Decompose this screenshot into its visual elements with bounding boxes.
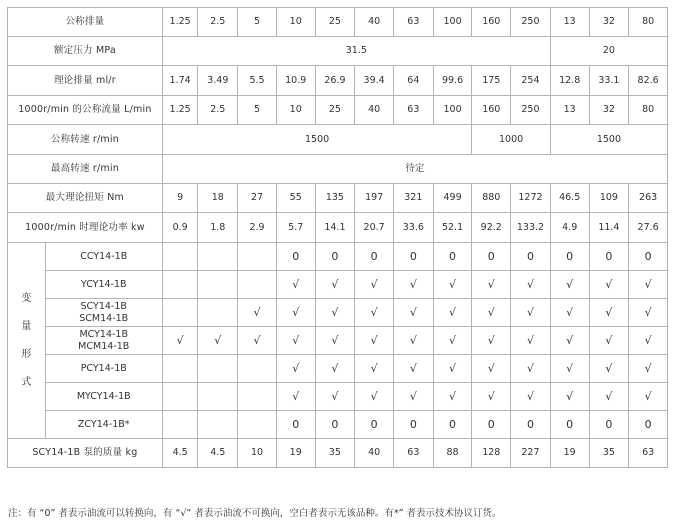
value-cell: 63: [393, 8, 433, 37]
value-cell: 4.5: [198, 439, 238, 468]
value-cell: 待定: [162, 155, 667, 184]
value-cell: 2.5: [198, 96, 238, 125]
mode-name-cell: [45, 271, 162, 299]
mark-cell: √: [550, 383, 589, 411]
mark-cell: [238, 271, 277, 299]
value-cell: 40: [355, 439, 394, 468]
value-cell: 46.5: [550, 184, 589, 213]
variable-mode-row: [8, 355, 668, 383]
mark-cell: √: [355, 271, 394, 299]
value-cell: 1500: [162, 125, 472, 155]
mark-cell: 0: [472, 243, 511, 271]
mark-cell: √: [162, 327, 198, 355]
value-cell: 254: [511, 66, 551, 96]
mark-cell: [238, 355, 277, 383]
group-label-char: 变: [21, 292, 32, 304]
value-cell: 263: [629, 184, 668, 213]
row-label: 最高转速 r/min: [8, 155, 163, 184]
mark-cell: 0: [355, 411, 394, 439]
mark-cell: √: [511, 355, 551, 383]
mark-cell: √: [629, 271, 668, 299]
spec-table: [7, 7, 668, 468]
theoretical-power-row: [8, 213, 668, 243]
value-cell: 26.9: [315, 66, 355, 96]
value-cell: 100: [433, 96, 472, 125]
value-cell: 197: [355, 184, 394, 213]
value-cell: 20.7: [355, 213, 394, 243]
mark-cell: 0: [276, 243, 315, 271]
value-cell: 64: [393, 66, 433, 96]
value-cell: 250: [511, 96, 551, 125]
mark-cell: √: [393, 383, 433, 411]
mark-cell: [162, 243, 198, 271]
mark-cell: [162, 299, 198, 327]
value-cell: 5: [238, 96, 277, 125]
value-cell: 135: [315, 184, 355, 213]
mark-cell: 0: [393, 411, 433, 439]
mark-cell: √: [355, 299, 394, 327]
value-cell: 5.7: [276, 213, 315, 243]
value-cell: 33.6: [393, 213, 433, 243]
value-cell: 27: [238, 184, 277, 213]
mark-cell: √: [550, 327, 589, 355]
mode-name-secondary: SCM14-1B: [79, 312, 129, 324]
mark-cell: [198, 299, 238, 327]
mode-name-secondary: MCM14-1B: [78, 340, 130, 352]
mark-cell: √: [589, 355, 629, 383]
value-cell: 321: [393, 184, 433, 213]
mark-cell: √: [315, 327, 355, 355]
mark-cell: √: [629, 355, 668, 383]
value-cell: 52.1: [433, 213, 472, 243]
value-cell: 10: [238, 439, 277, 468]
mark-cell: [198, 271, 238, 299]
mark-cell: 0: [433, 411, 472, 439]
mark-cell: 0: [629, 411, 668, 439]
mark-cell: √: [511, 383, 551, 411]
mark-cell: √: [393, 327, 433, 355]
variable-mode-row: [8, 243, 668, 271]
max-speed-row: [8, 155, 668, 184]
value-cell: 1.25: [162, 96, 198, 125]
value-cell: 160: [472, 8, 511, 37]
mark-cell: √: [393, 355, 433, 383]
mark-cell: √: [550, 355, 589, 383]
value-cell: 1272: [511, 184, 551, 213]
mark-cell: 0: [511, 243, 551, 271]
mark-cell: √: [472, 271, 511, 299]
mark-cell: √: [238, 327, 277, 355]
value-cell: 14.1: [315, 213, 355, 243]
value-cell: 1.25: [162, 8, 198, 37]
mode-name-cell: [45, 299, 162, 327]
mark-cell: √: [315, 299, 355, 327]
footnote: 注：有 “0” 者表示油流可以转换向，有 “√” 者表示油流不可换向，空白者表示无该品种。有*” 者表示技术协议订货。: [8, 508, 502, 519]
value-cell: 13: [550, 96, 589, 125]
mark-cell: [198, 355, 238, 383]
row-label: 1000r/min 时理论功率 kw: [8, 213, 163, 243]
value-cell: 13: [550, 8, 589, 37]
mark-cell: √: [315, 271, 355, 299]
value-cell: 175: [472, 66, 511, 96]
mark-cell: √: [629, 383, 668, 411]
mode-name: MYCY14-1B: [76, 390, 131, 402]
variable-mode-row: [8, 383, 668, 411]
mark-cell: √: [276, 299, 315, 327]
mass-row: [8, 439, 668, 468]
value-cell: 88: [433, 439, 472, 468]
mark-cell: √: [393, 271, 433, 299]
mark-cell: 0: [315, 243, 355, 271]
value-cell: 31.5: [162, 37, 550, 66]
mark-cell: [162, 411, 198, 439]
value-cell: 227: [511, 439, 551, 468]
value-cell: 12.8: [550, 66, 589, 96]
group-label-char: 形: [21, 348, 32, 360]
value-cell: 11.4: [589, 213, 629, 243]
value-cell: 63: [393, 439, 433, 468]
mode-name: SCY14-1B: [80, 300, 127, 312]
group-label-char: 式: [21, 376, 32, 388]
mark-cell: √: [511, 327, 551, 355]
mode-name-cell: [45, 327, 162, 355]
mark-cell: √: [433, 299, 472, 327]
mark-cell: [238, 243, 277, 271]
value-cell: 20: [550, 37, 667, 66]
value-cell: 80: [629, 96, 668, 125]
value-cell: 1.8: [198, 213, 238, 243]
mark-cell: √: [472, 299, 511, 327]
mark-cell: √: [589, 299, 629, 327]
value-cell: 1.74: [162, 66, 198, 96]
variable-mode-group-label: [8, 243, 46, 439]
value-cell: 128: [472, 439, 511, 468]
mark-cell: √: [433, 355, 472, 383]
value-cell: 19: [550, 439, 589, 468]
mode-name-cell: [45, 355, 162, 383]
value-cell: 160: [472, 96, 511, 125]
mark-cell: √: [276, 327, 315, 355]
mode-name: PCY14-1B: [80, 362, 127, 374]
rated-pressure-row: [8, 37, 668, 66]
value-cell: 499: [433, 184, 472, 213]
value-cell: 32: [589, 8, 629, 37]
value-cell: 19: [276, 439, 315, 468]
value-cell: 880: [472, 184, 511, 213]
mark-cell: √: [355, 327, 394, 355]
group-label-char: 量: [21, 320, 32, 332]
mark-cell: √: [355, 383, 394, 411]
mark-cell: √: [472, 327, 511, 355]
nominal-speed-row: [8, 125, 668, 155]
max-torque-row: [8, 184, 668, 213]
mark-cell: √: [433, 383, 472, 411]
mark-cell: √: [629, 327, 668, 355]
row-label: 公称排量: [8, 8, 163, 37]
mark-cell: √: [276, 355, 315, 383]
mark-cell: 0: [589, 411, 629, 439]
mark-cell: [238, 411, 277, 439]
row-label: 额定压力 MPa: [8, 37, 163, 66]
value-cell: 99.6: [433, 66, 472, 96]
value-cell: 39.4: [355, 66, 394, 96]
mark-cell: [198, 243, 238, 271]
value-cell: 109: [589, 184, 629, 213]
value-cell: 27.6: [629, 213, 668, 243]
value-cell: 18: [198, 184, 238, 213]
mark-cell: √: [589, 383, 629, 411]
row-label: 公称转速 r/min: [8, 125, 163, 155]
mark-cell: √: [629, 299, 668, 327]
mark-cell: 0: [472, 411, 511, 439]
variable-mode-row: [8, 327, 668, 355]
value-cell: 4.5: [162, 439, 198, 468]
header-row: [8, 8, 668, 37]
value-cell: 80: [629, 8, 668, 37]
value-cell: 32: [589, 96, 629, 125]
mode-name-cell: [45, 383, 162, 411]
variable-mode-row: [8, 411, 668, 439]
mark-cell: √: [198, 327, 238, 355]
mark-cell: 0: [433, 243, 472, 271]
value-cell: 10: [276, 96, 315, 125]
value-cell: 133.2: [511, 213, 551, 243]
value-cell: 2.9: [238, 213, 277, 243]
variable-mode-row: [8, 271, 668, 299]
mark-cell: 0: [355, 243, 394, 271]
value-cell: 0.9: [162, 213, 198, 243]
mark-cell: [162, 271, 198, 299]
mode-name: YCY14-1B: [80, 278, 127, 290]
value-cell: 5: [238, 8, 277, 37]
mark-cell: 0: [629, 243, 668, 271]
variable-mode-row: [8, 299, 668, 327]
value-cell: 3.49: [198, 66, 238, 96]
mark-cell: √: [276, 383, 315, 411]
value-cell: 55: [276, 184, 315, 213]
nominal-flow-row: [8, 96, 668, 125]
mark-cell: √: [472, 355, 511, 383]
value-cell: 250: [511, 8, 551, 37]
mark-cell: 0: [550, 411, 589, 439]
mode-name: ZCY14-1B*: [77, 418, 130, 430]
mark-cell: √: [511, 299, 551, 327]
mark-cell: √: [511, 271, 551, 299]
mark-cell: √: [315, 383, 355, 411]
value-cell: 35: [589, 439, 629, 468]
mark-cell: [162, 355, 198, 383]
value-cell: 33.1: [589, 66, 629, 96]
value-cell: 1000: [472, 125, 550, 155]
mark-cell: √: [433, 327, 472, 355]
mark-cell: √: [550, 299, 589, 327]
mark-cell: √: [315, 355, 355, 383]
theoretical-displacement-row: [8, 66, 668, 96]
mark-cell: 0: [511, 411, 551, 439]
value-cell: 9: [162, 184, 198, 213]
value-cell: 10.9: [276, 66, 315, 96]
value-cell: 2.5: [198, 8, 238, 37]
mark-cell: √: [589, 271, 629, 299]
mark-cell: √: [355, 355, 394, 383]
value-cell: 25: [315, 8, 355, 37]
value-cell: 40: [355, 8, 394, 37]
value-cell: 1500: [550, 125, 667, 155]
mark-cell: 0: [276, 411, 315, 439]
mark-cell: √: [393, 299, 433, 327]
mark-cell: √: [433, 271, 472, 299]
value-cell: 4.9: [550, 213, 589, 243]
value-cell: 5.5: [238, 66, 277, 96]
mode-name-cell: [45, 411, 162, 439]
mark-cell: 0: [589, 243, 629, 271]
row-label: SCY14-1B 泵的质量 kg: [8, 439, 163, 468]
mark-cell: 0: [315, 411, 355, 439]
value-cell: 100: [433, 8, 472, 37]
row-label: 1000r/min 的公称流量 L/min: [8, 96, 163, 125]
mark-cell: √: [276, 271, 315, 299]
mark-cell: [162, 383, 198, 411]
value-cell: 63: [629, 439, 668, 468]
mark-cell: √: [238, 299, 277, 327]
mark-cell: √: [550, 271, 589, 299]
value-cell: 63: [393, 96, 433, 125]
value-cell: 35: [315, 439, 355, 468]
mode-name: MCY14-1B: [79, 328, 128, 340]
value-cell: 10: [276, 8, 315, 37]
value-cell: 82.6: [629, 66, 668, 96]
mode-name: CCY14-1B: [80, 250, 128, 262]
value-cell: 40: [355, 96, 394, 125]
mark-cell: [198, 383, 238, 411]
value-cell: 25: [315, 96, 355, 125]
mark-cell: √: [472, 383, 511, 411]
mark-cell: [238, 383, 277, 411]
row-label: 理论排量 ml/r: [8, 66, 163, 96]
mark-cell: [198, 411, 238, 439]
mark-cell: √: [589, 327, 629, 355]
value-cell: 92.2: [472, 213, 511, 243]
row-label: 最大理论扭矩 Nm: [8, 184, 163, 213]
mark-cell: 0: [393, 243, 433, 271]
mode-name-cell: [45, 243, 162, 271]
mark-cell: 0: [550, 243, 589, 271]
